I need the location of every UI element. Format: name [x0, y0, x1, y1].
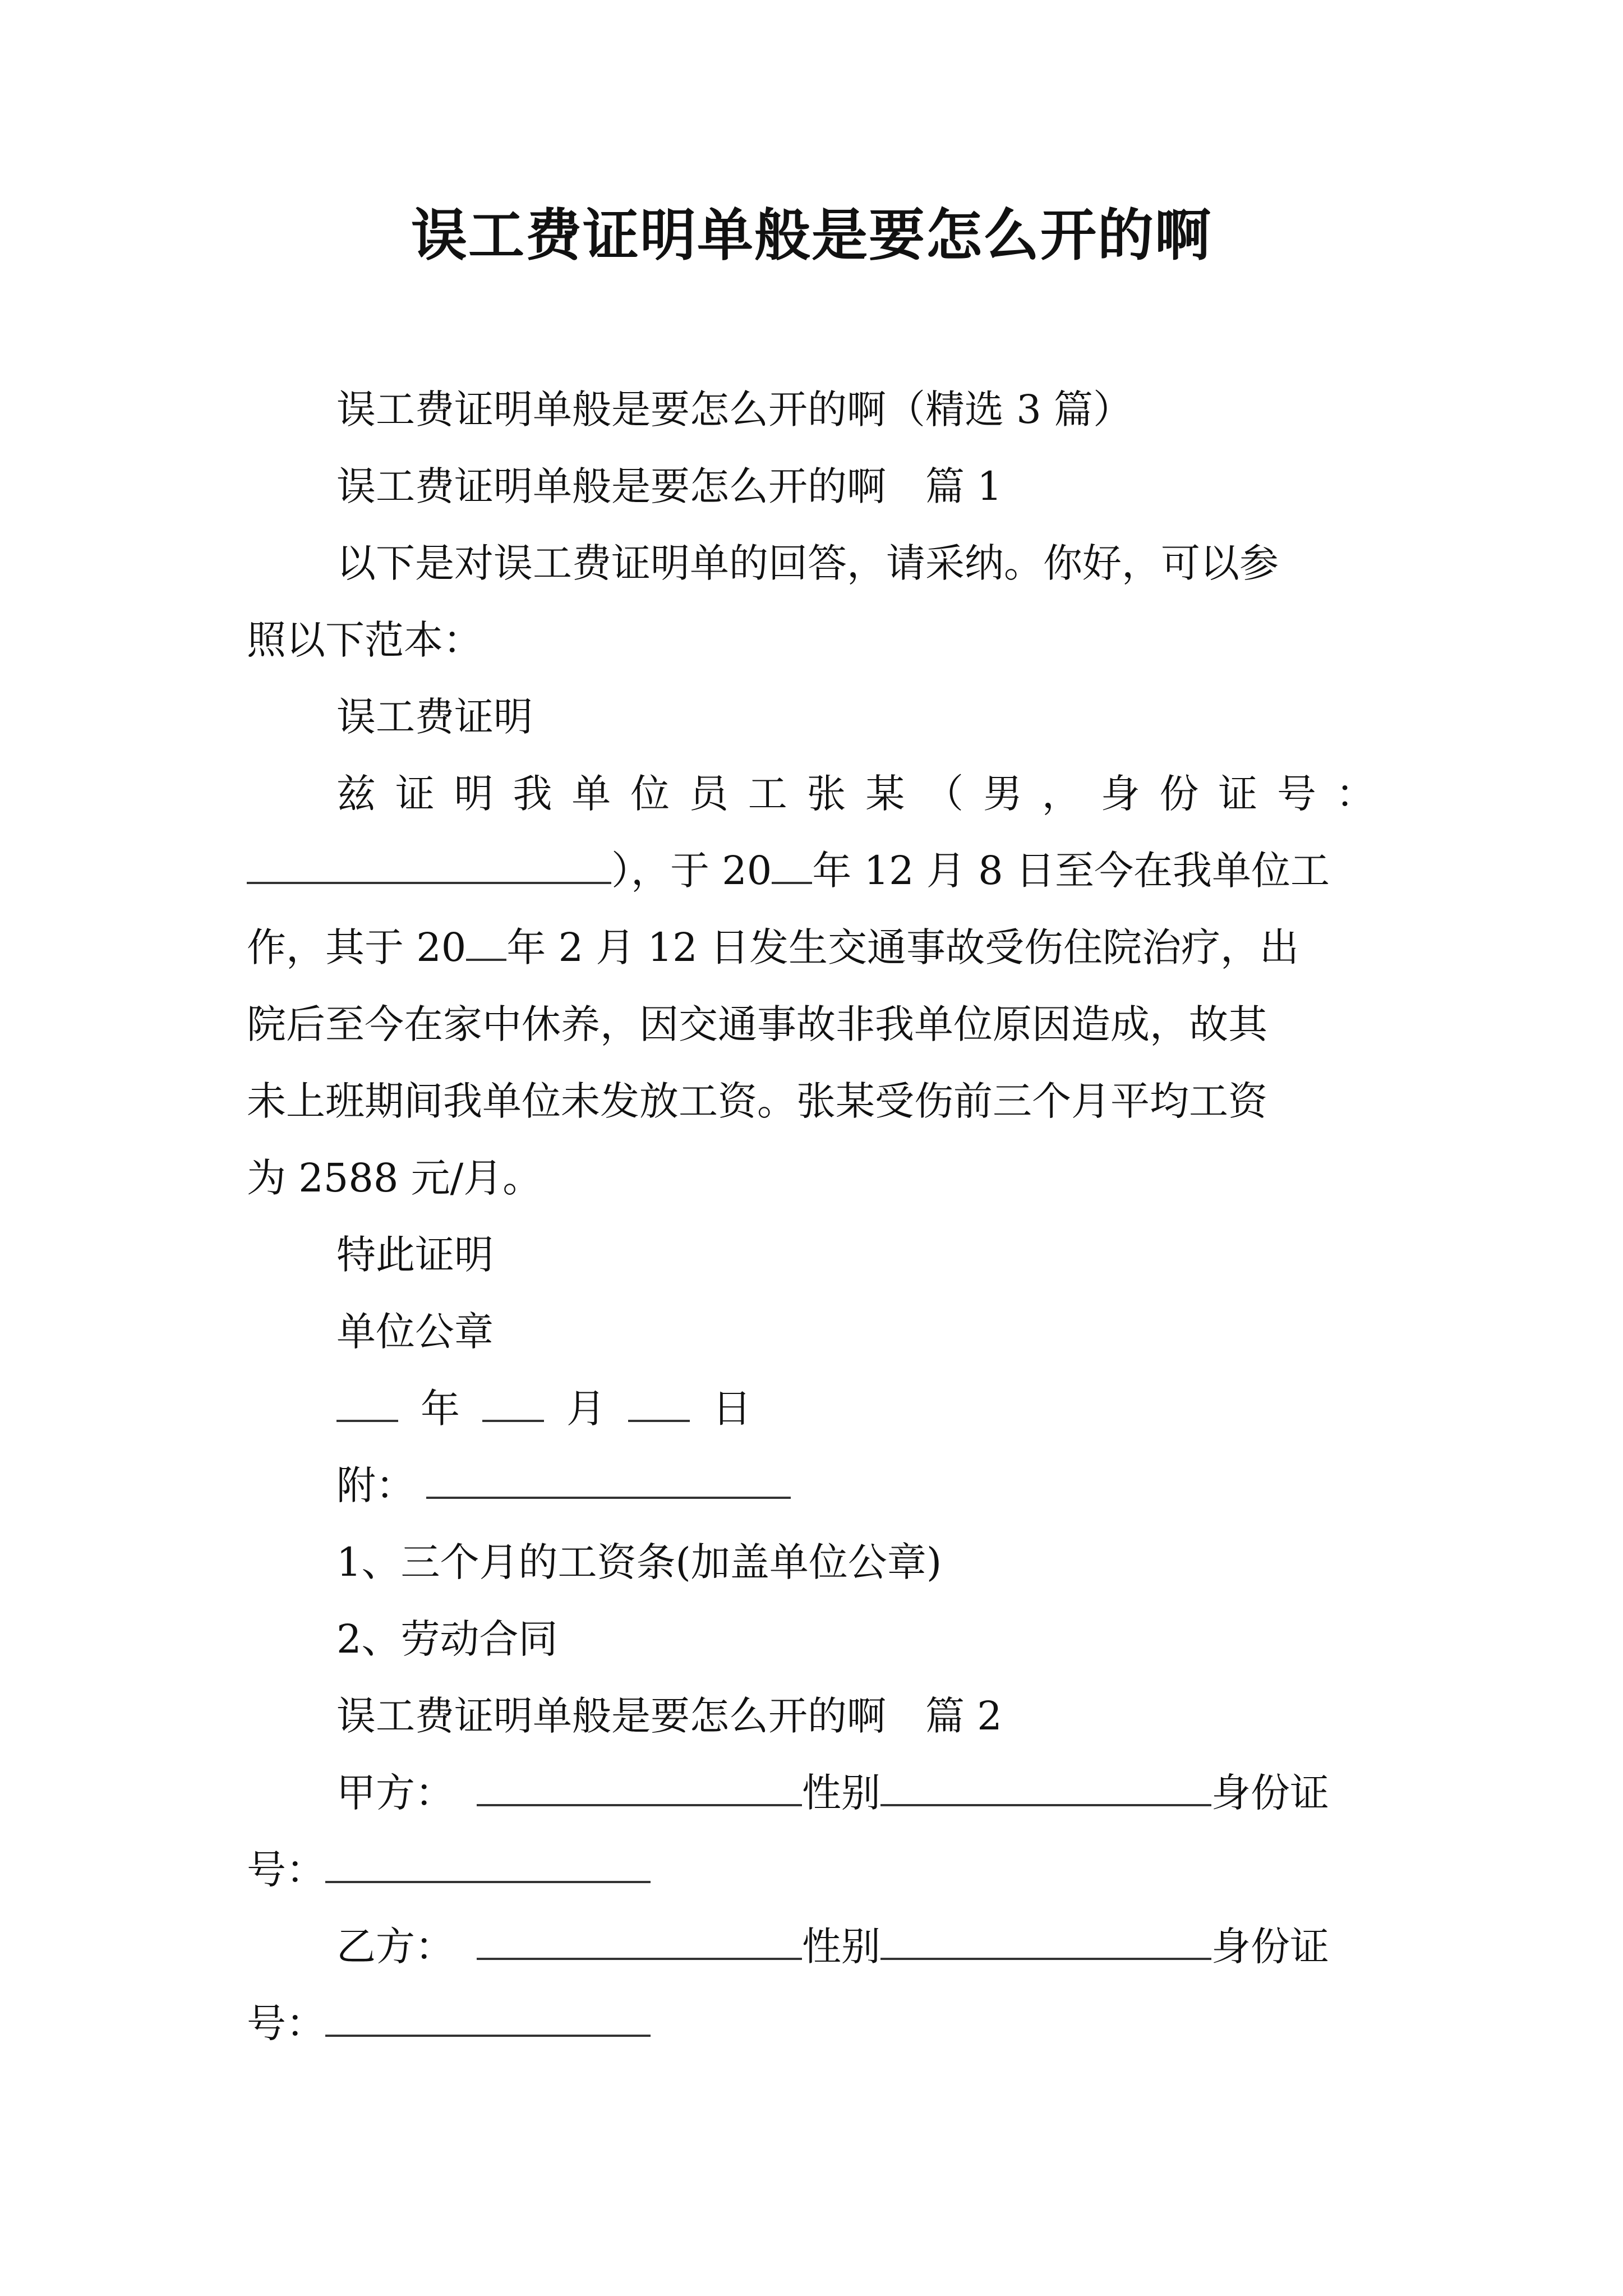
- party-a-gender-blank: [880, 1769, 1211, 1806]
- spread-char: 证: [395, 771, 435, 817]
- party-a-line: [336, 1765, 1329, 1821]
- cert-body-line-3: [247, 919, 1299, 976]
- spread-char: 单: [571, 771, 611, 817]
- cert-body-text: 作，其于 20: [247, 924, 467, 970]
- spread-char: ，: [1041, 771, 1081, 817]
- party-b-name-blank: [477, 1923, 802, 1960]
- spread-char: 号: [1277, 771, 1316, 817]
- spread-char: 位: [630, 771, 670, 817]
- spread-char: 男: [983, 771, 1022, 817]
- cert-body-text: 年 2 月 12 日发生交通事故受伤住院治疗，出: [506, 924, 1299, 970]
- spread-char: 某: [865, 771, 905, 817]
- spread-char: 我: [513, 771, 552, 817]
- spread-char: 证: [1218, 771, 1258, 817]
- spread-char: （: [924, 771, 964, 817]
- year-blank: [466, 924, 506, 961]
- spread-char: ：: [1335, 771, 1375, 817]
- month-blank: [482, 1385, 544, 1422]
- party-a-name-blank: [477, 1769, 802, 1806]
- date-month-label: 月: [566, 1386, 606, 1432]
- seal-label: 单位公章: [336, 1309, 494, 1355]
- cert-body-line-4: 院后至今在家中休养，因交通事故非我单位原因造成，故其: [247, 1001, 1267, 1047]
- id-label: 身份证: [1211, 1924, 1329, 1970]
- cert-body-line-6: 为 2588 元/月。: [247, 1155, 542, 1201]
- attachment-item-1: 1、三个月的工资条(加盖单位公章): [336, 1539, 942, 1585]
- year-blank: [772, 847, 812, 884]
- party-b-gender-blank: [880, 1923, 1211, 1960]
- cert-body-line-1: [336, 766, 1375, 822]
- gender-label: 性别: [802, 1924, 880, 1970]
- party-b-label: 乙方：: [336, 1924, 454, 1970]
- date-line: [336, 1381, 751, 1437]
- date-day-label: 日: [712, 1386, 751, 1432]
- cert-body-text: ），于 20: [611, 848, 772, 894]
- spread-char: 员: [689, 771, 728, 817]
- page-title: 误工费证明单般是要怎么开的啊: [411, 203, 1212, 268]
- party-b-line: [336, 1918, 1329, 1975]
- spread-char: 身: [1100, 771, 1140, 817]
- spread-char: 兹: [336, 771, 376, 817]
- party-b-id-blank: [325, 2000, 651, 2037]
- subtitle: 误工费证明单般是要怎么开的啊（精选 3 篇）: [336, 386, 1133, 432]
- intro-line-1: 以下是对误工费证明单的回答，请采纳。你好，可以参: [336, 540, 1279, 586]
- party-a-label: 甲方：: [336, 1770, 454, 1816]
- cert-title: 误工费证明: [336, 694, 533, 740]
- party-a-id-blank: [325, 1846, 651, 1883]
- article2-heading: 误工费证明单般是要怎么开的啊 篇 2: [336, 1693, 1002, 1739]
- spread-char: 张: [806, 771, 846, 817]
- year-blank: [336, 1385, 398, 1422]
- id-label-suffix: 号：: [247, 1847, 325, 1893]
- party-b-id-line: [247, 1995, 651, 2051]
- attachment-line: [336, 1457, 791, 1513]
- article1-heading: 误工费证明单般是要怎么开的啊 篇 1: [336, 463, 1002, 509]
- spread-char: 明: [454, 771, 494, 817]
- spread-char: 工: [748, 771, 787, 817]
- party-a-id-line: [247, 1842, 651, 1898]
- cert-body-line-5: 未上班期间我单位未发放工资。张某受伤前三个月平均工资: [247, 1078, 1267, 1124]
- id-label-suffix: 号：: [247, 2000, 325, 2046]
- date-year-label: 年: [421, 1386, 460, 1432]
- gender-label: 性别: [802, 1770, 880, 1816]
- intro-line-2: 照以下范本：: [247, 617, 482, 663]
- cert-body-text: 年 12 月 8 日至今在我单位工: [812, 848, 1330, 894]
- attachment-item-2: 2、劳动合同: [336, 1616, 558, 1662]
- spread-char: 份: [1159, 771, 1199, 817]
- id-number-blank: [247, 847, 611, 884]
- day-blank: [628, 1385, 690, 1422]
- attachment-label: 附：: [336, 1462, 415, 1508]
- id-label: 身份证: [1211, 1770, 1329, 1816]
- cert-body-line-2: [247, 843, 1330, 899]
- closing-text: 特此证明: [336, 1232, 494, 1278]
- attachment-blank: [426, 1462, 791, 1499]
